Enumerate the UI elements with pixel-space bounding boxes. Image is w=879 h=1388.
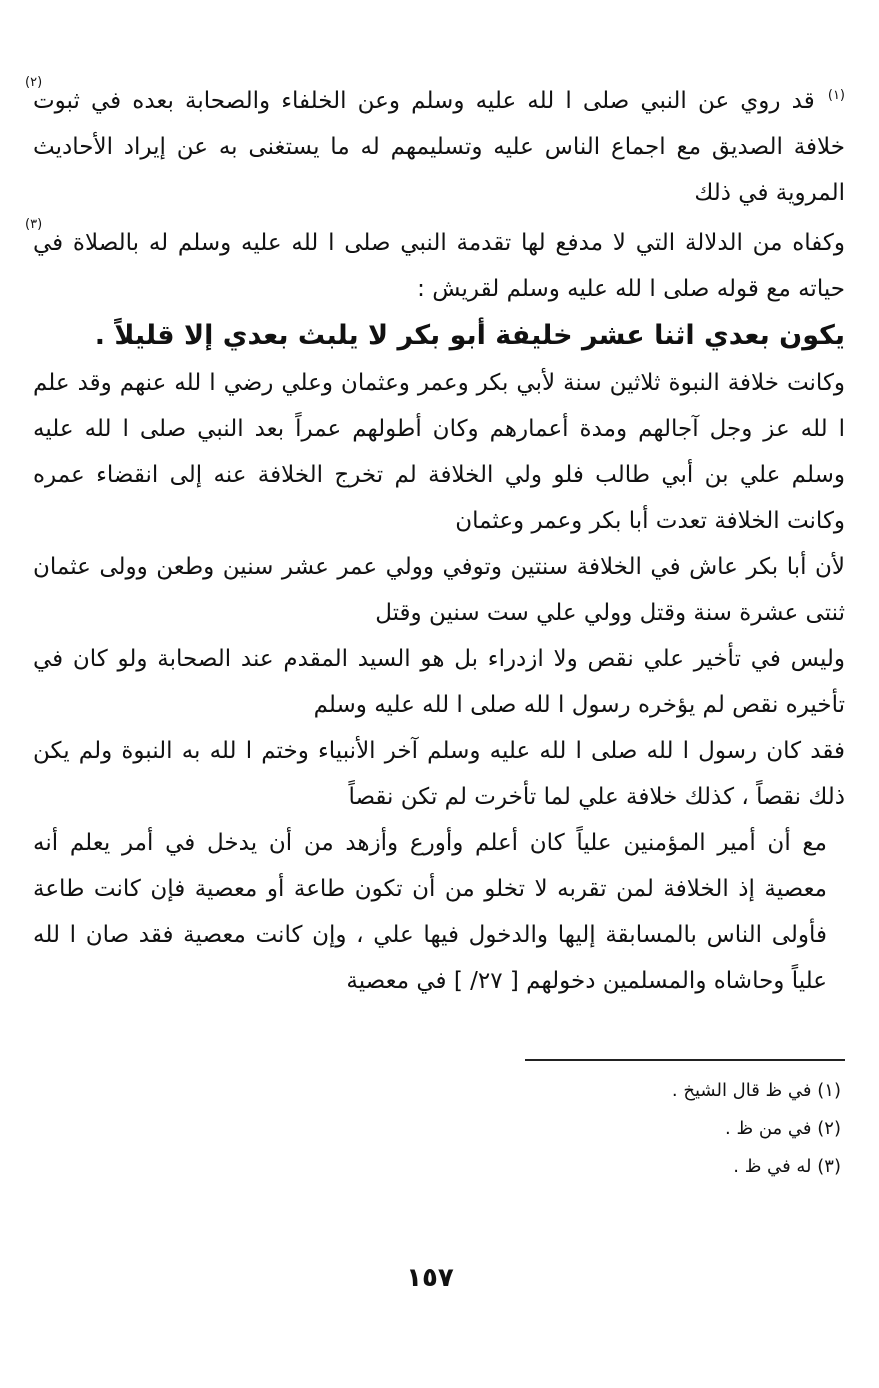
- hadith-quote-text: يكون بعدي اثنا عشر خليفة أبو بكر لا يلبث بعدي إلا قليلاً .: [94, 320, 845, 351]
- footnote-1: [421, 1072, 841, 1110]
- paragraph-6-text: وليس في تأخير علي نقص ولا ازدراء بل هو السيد المقدم عند الصحابة ولو كان في تأخيره نقص لم يؤخره رسول ا لله صلى ا لله عليه وسلم: [33, 646, 845, 718]
- paragraph-8: [33, 820, 845, 1004]
- page-number: ١٥٧: [406, 1263, 454, 1293]
- footnote-2: [421, 1110, 841, 1148]
- paragraph-7-text: فقد كان رسول ا لله صلى ا لله عليه وسلم آخر الأنبياء وختم ا لله به النبوة ولم يكن ذلك نقصاً ، كذلك خلافة علي لما تأخرت لم تكن نقصاً: [33, 738, 845, 810]
- footnote-ref-2[interactable]: (٢): [25, 75, 43, 90]
- footnotes: [421, 1072, 841, 1186]
- footnote-1-number: (١): [817, 1080, 841, 1101]
- footnote-2-text: في من ظ .: [725, 1118, 812, 1139]
- paragraph-4: [33, 360, 845, 544]
- paragraph-1-text: قد روي عن النبي صلى ا لله عليه وسلم وعن الخلفاء والصحابة بعده في ثبوت خلافة الصديق مع اجماع الناس عليه وتسليمهم له ما يستغنى به عن إيراد الأحاديث المروية في ذلك: [33, 88, 845, 206]
- paragraph-4-text: وكانت خلافة النبوة ثلاثين سنة لأبي بكر وعمر وعثمان وعلي رضي ا لله عنهم وقد علم ا لله عز وجل آجالهم ومدة أعمارهم وكان أطولهم عمراً بعد النبي صلى ا لله عليه وسلم علي بن أبي طالب فلو ولي الخلافة لم تخرج الخلافة عنه إلى انقضاء عمره وكانت الخلافة تعدت أبا بكر وعمر وعثمان: [33, 370, 845, 534]
- paragraph-6: [33, 636, 845, 728]
- footnote-1-text: في ظ قال الشيخ .: [671, 1080, 812, 1101]
- footnote-ref-1[interactable]: (١): [827, 88, 845, 104]
- footnote-2-number: (٢): [817, 1118, 841, 1139]
- hadith-quote: [33, 312, 845, 360]
- paragraph-8-text: مع أن أمير المؤمنين علياً كان أعلم وأورع وأزهد من أن يدخل في أمر يعلم أنه معصية إذ الخلافة لمن تقربه لا تخلو من أن تكون طاعة أو معصية فإن كانت طاعة فأولى الناس بالمسابقة إليها والدخول فيها علي ، وإن كانت معصية فقد صان ا لله علياً وحاشاه والمسلمين دخولهم [ ٢٧/ ] في معصية: [33, 830, 827, 994]
- footnote-3-text: له في ظ .: [733, 1156, 812, 1177]
- paragraph-1: [25, 75, 845, 216]
- paragraph-7: [33, 728, 845, 820]
- footnote-ref-3[interactable]: (٣): [25, 217, 43, 232]
- main-text: [25, 75, 845, 1004]
- footnote-separator: [525, 1059, 845, 1061]
- paragraph-2: [25, 217, 845, 312]
- footnote-3: [421, 1148, 841, 1186]
- paragraph-2-text: وكفاه من الدلالة التي لا مدفع لها تقدمة النبي صلى ا لله عليه وسلم له بالصلاة في حياته مع قوله صلى ا لله عليه وسلم لقريش :: [33, 230, 845, 302]
- paragraph-5: [33, 544, 845, 636]
- paragraph-5-text: لأن أبا بكر عاش في الخلافة سنتين وتوفي وولي عمر عشر سنين وطعن وولى عثمان ثنتى عشرة سنة وقتل وولي علي ست سنين وقتل: [33, 554, 845, 626]
- footnote-3-number: (٣): [817, 1156, 841, 1177]
